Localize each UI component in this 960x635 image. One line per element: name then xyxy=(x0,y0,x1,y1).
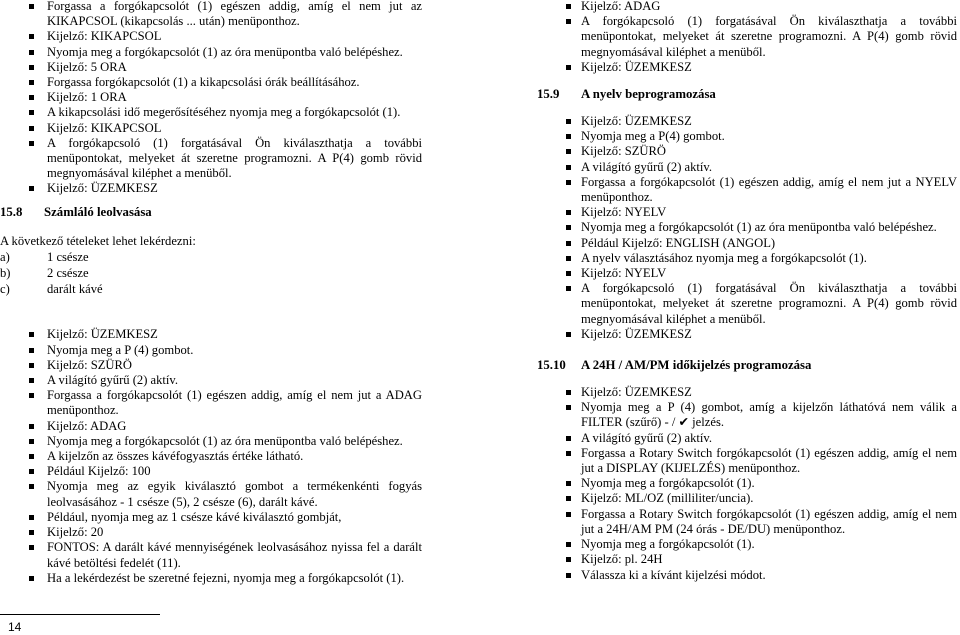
list-item: Forgassa forgókapcsolót (1) a kikapcsolási órák beállításához. xyxy=(0,75,422,90)
list-item: Kijelző: ÜZEMKESZ xyxy=(537,114,957,129)
footer-rule xyxy=(0,614,160,615)
list-item: Nyomja meg a forgókapcsolót (1) az óra menüpontba való belépéshez. xyxy=(537,220,957,235)
list-item: Nyomja meg a P (4) gombot. xyxy=(0,343,422,358)
right-top-list xyxy=(537,0,957,75)
list-item: A világító gyűrű (2) aktív. xyxy=(0,373,422,388)
list-item: Forgassa a forgókapcsolót (1) egészen addig, amíg el nem jut a ADAG menüponthoz. xyxy=(0,388,422,418)
list-item: Kijelző: ADAG xyxy=(0,419,422,434)
page-number: 14 xyxy=(8,620,22,634)
list-item: Kijelző: 1 ORA xyxy=(0,90,422,105)
list-item: Forgassa a forgókapcsolót (1) egészen addig, amíg el nem jut a NYELV menüponthoz. xyxy=(537,175,957,205)
list-item: Forgassa a forgókapcsolót (1) egészen addig, amíg el nem jut az KIKAPCSOL (kikapcsolás ... után) menüponthoz. xyxy=(0,0,422,29)
section-title: A nyelv beprogramozása xyxy=(581,87,716,102)
list-item: Forgassa a Rotary Switch forgókapcsolót (1) egészen addig, amíg el nem jut a 24H/AM PM (24 órás - DE/DU) menüponthoz. xyxy=(537,507,957,537)
list-item: Kijelző: 5 ORA xyxy=(0,60,422,75)
list-item: A forgókapcsoló (1) forgatásával Ön kiválaszthatja a további menüpontokat, melyeket át szeretne programozni. A P(4) gomb rövid megnyomásával kiléphet a menüből. xyxy=(0,136,422,182)
list-item: A kijelzőn az összes kávéfogyasztás értéke látható. xyxy=(0,449,422,464)
list-item: Kijelző: KIKAPCSOL xyxy=(0,29,422,44)
list-item: Nyomja meg a forgókapcsolót (1) az óra menüpontba való belépéshez. xyxy=(0,434,422,449)
list-item: Nyomja meg a forgókapcsolót (1). xyxy=(537,476,957,491)
option-letter: a) xyxy=(0,249,10,264)
option-text: darált kávé xyxy=(47,282,103,297)
section-title: Számláló leolvasása xyxy=(44,204,152,219)
options-list xyxy=(0,249,422,298)
list-item: Kijelző: ML/OZ (milliliter/uncia). xyxy=(537,491,957,506)
list-item: Például Kijelző: 100 xyxy=(0,464,422,479)
list-item: A nyelv választásához nyomja meg a forgókapcsolót (1). xyxy=(537,251,957,266)
list-item: Például Kijelző: ENGLISH (ANGOL) xyxy=(537,236,957,251)
list-item: A forgókapcsoló (1) forgatásával Ön kiválaszthatja a további menüpontokat, melyeket át szeretne programozni. A P(4) gomb rövid megnyomásával kiléphet a menüből. xyxy=(537,14,957,60)
list-item: Kijelző: ÜZEMKESZ xyxy=(0,181,422,196)
option-item xyxy=(0,281,422,297)
list-item: Kijelző: ADAG xyxy=(537,0,957,14)
list-item: Kijelző: NYELV xyxy=(537,266,957,281)
list-item: Kijelző: SZÜRÖ xyxy=(537,144,957,159)
list-item: Kijelző: ÜZEMKESZ xyxy=(537,327,957,342)
section-number: 15.8 xyxy=(0,204,23,219)
option-text: 1 csésze xyxy=(47,249,89,264)
list-item: Például, nyomja meg az 1 csésze kávé kiválasztó gombját, xyxy=(0,510,422,525)
list-item: Kijelző: ÜZEMKESZ xyxy=(537,385,957,400)
list-item: Kijelző: 20 xyxy=(0,525,422,540)
list-item: Kijelző: pl. 24H xyxy=(537,552,957,567)
option-text: 2 csésze xyxy=(47,266,89,281)
list-item: FONTOS: A darált kávé mennyiségének leolvasásához nyissa fel a darált kávé betöltési fedelét (11). xyxy=(0,540,422,570)
list-item: Nyomja meg a P(4) gombot. xyxy=(537,129,957,144)
option-letter: b) xyxy=(0,266,11,281)
section-15-9-list xyxy=(537,114,957,342)
option-letter: c) xyxy=(0,282,10,297)
right-column xyxy=(537,0,957,583)
list-item: Ha a lekérdezést be szeretné fejezni, nyomja meg a forgókapcsolót (1). xyxy=(0,571,422,586)
section-number: 15.10 xyxy=(537,358,566,373)
section-15-10-list xyxy=(537,385,957,583)
list-item: A világító gyűrű (2) aktív. xyxy=(537,160,957,175)
list-item: Nyomja meg az egyik kiválasztó gombot a termékenkénti fogyás leolvasásához - 1 csésze (5), 2 csésze (6), darált kávé. xyxy=(0,479,422,509)
list-item: Kijelző: ÜZEMKESZ xyxy=(537,60,957,75)
list-item: Forgassa a Rotary Switch forgókapcsolót (1) egészen addig, amíg el nem jut a DISPLAY (KIJELZÉS) menüponthoz. xyxy=(537,446,957,476)
list-item: A kikapcsolási idő megerősítéséhez nyomja meg a forgókapcsolót (1). xyxy=(0,105,422,120)
section-heading-15-9 xyxy=(537,87,957,102)
list-item: Kijelző: NYELV xyxy=(537,205,957,220)
option-item xyxy=(0,265,422,281)
list-item: Kijelző: KIKAPCSOL xyxy=(0,121,422,136)
list-item: Válassza ki a kívánt kijelzési módot. xyxy=(537,568,957,583)
left-column xyxy=(0,0,422,586)
section-title: A 24H / AM/PM időkijelzés programozása xyxy=(581,358,812,373)
list-item: A forgókapcsoló (1) forgatásával Ön kiválaszthatja a további menüpontokat, melyeket át szeretne programozni. A P(4) gomb rövid megnyomásával kiléphet a menüből. xyxy=(537,281,957,327)
section-number: 15.9 xyxy=(537,87,560,102)
section-heading-15-10 xyxy=(537,358,957,373)
list-item: A világító gyűrű (2) aktív. xyxy=(537,431,957,446)
list-item: Kijelző: ÜZEMKESZ xyxy=(0,327,422,342)
list-item: Kijelző: SZÜRÖ xyxy=(0,358,422,373)
section-heading-15-8 xyxy=(0,205,422,220)
list-item: Nyomja meg a forgókapcsolót (1). xyxy=(537,537,957,552)
list-item: Nyomja meg a P (4) gombot, amíg a kijelzőn láthatóvá nem válik a FILTER (szűrő) - / ✔ jelzés. xyxy=(537,400,957,430)
list-item: Nyomja meg a forgókapcsolót (1) az óra menüpontba való belépéshez. xyxy=(0,45,422,60)
intro-text: A következő tételeket lehet lekérdezni: xyxy=(0,233,196,248)
option-item xyxy=(0,249,422,265)
left-top-list xyxy=(0,0,422,197)
section-15-8-list xyxy=(0,327,422,585)
